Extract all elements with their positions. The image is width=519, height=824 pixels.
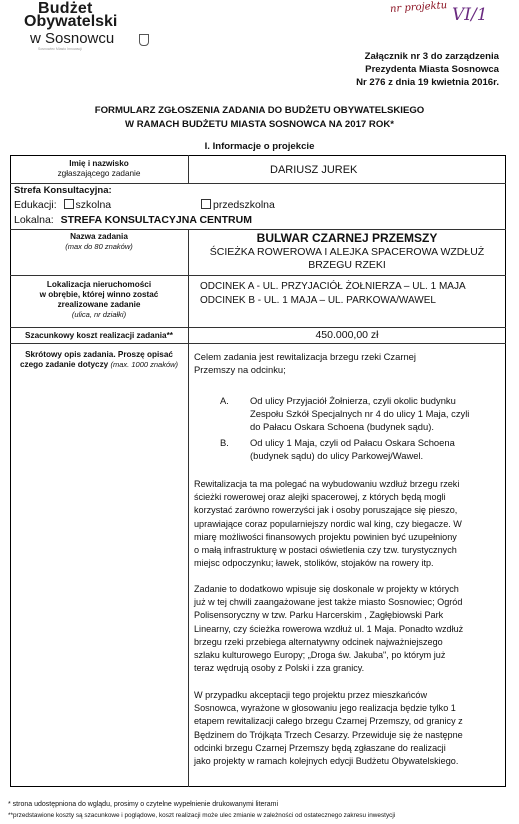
task-name-value [190,231,504,272]
checkbox-school[interactable] [64,199,74,209]
task-subtitle-1: ŚCIEŻKA ROWEROWA I ALEJKA SPACEROWA WZDŁUŻ [209,246,485,258]
form-title [0,104,519,132]
location-label: Lokalizacja nieruchomości w obrębie, której winno zostać zrealizowane zadanie (ulica, nr działki) [39,280,159,319]
description-paragraph-3: W przypadku akceptacji tego projektu przez mieszkańców Sosnowca, wyrażone w głosowaniu jego realizacja będzie tylko 1 etapem rewitalizacji całego brzegu Czarnej Przemszy, od granicy z Będzinem do Trójkąta Trzech Cesarzy. Przewiduje się że następne odcinki brzegu Czarnej Przemszy będą zgłaszane do realizacji jako projekty w ramach kolejnych edycji Budżetu Obywatelskiego. [194,690,463,767]
city-crest-icon [139,34,149,46]
form-title-line-2: W RAMACH BUDŻETU MIASTA SOSNOWCA NA 2017 ROK* [125,119,394,130]
list-marker-b: B. [220,437,229,448]
location-segment-a: ODCINEK A - UL. PRZYJACIÓŁ ŻOŁNIERZA – UL. 1 MAJA [200,281,466,292]
attachment-header [356,50,499,89]
locale-label: Lokalna: [14,214,54,226]
row-divider [10,229,506,230]
checkbox-preschool[interactable] [201,199,211,209]
column-divider [188,229,189,787]
name-label: Imię i nazwisko zgłaszającego zadanie [57,159,141,178]
option-preschool-label: przedszkolna [212,199,275,211]
task-subtitle-2: BRZEGU RZEKI [308,259,386,271]
handwritten-project-label: nr projektu [389,0,448,15]
cost-value: 450.000,00 zł [315,329,379,341]
task-title: BULWAR CZARNEJ PRZEMSZY [256,231,438,245]
name-value: DARIUSZ JUREK [270,164,358,176]
list-marker-a: A. [220,395,229,406]
form-title-line-1: FORMULARZ ZGŁOSZENIA ZADANIA DO BUDŻETU OBYWATELSKIEGO [94,105,425,116]
zone-label: Strefa Konsultacyjna: [14,185,112,196]
logo-line-3: w Sosnowcu [30,30,115,47]
education-label: Edukacji: [14,199,57,211]
description-intro: Celem zadania jest rewitalizacja brzegu rzeki Czarnej Przemszy na odcinku; [194,351,416,376]
attachment-line-2: Prezydenta Miasta Sosnowca [365,64,499,75]
description-paragraph-2: Zadanie to dodatkowo wpisuje się doskonale w projekty w których już w tej chwili zaangażowane jest także miasto Sosnowiec; Ogród Polisensoryczny w tzw. Parku Harcerskim , Zagłębiowski Park Linearny, czy ścieżka rowerowa wzdłuż ul. 1 Maja. Ponadto wzdłuż brzegu rzeki przebiega alternatywny odcinek najważniejszego szlaku kulturowego Europy; „Droga św. Jakuba", po którym już teraz wędrują osoby z Polski i zza granicy. [194,584,464,674]
footnote-1: * strona udostępniona do wglądu, prosimy o czytelne wypełnienie drukowanymi literami [8,801,279,808]
locale-value: STREFA KONSULTACYJNA CENTRUM [60,214,252,226]
attachment-line-3: Nr 276 z dnia 19 kwietnia 2016r. [356,77,499,88]
cost-label: Szacunkowy koszt realizacji zadania** [25,331,173,340]
option-school-label: szkolna [75,199,112,211]
attachment-line-1: Załącznik nr 3 do zarządzenia [364,51,499,62]
handwritten-project-number: VI/1 [452,5,488,25]
list-item-a: Od ulicy Przyjaciół Żołnierza, czyli okolic budynku Zespołu Szkół Specjalnych nr 4 do ulicy 1 Maja, czyli do Pałacu Oskara Schoena (budynek sądu). [250,395,470,433]
logo-tagline: Sosnowiec Miasto Innowacji [38,47,82,51]
column-divider [188,155,189,183]
footnote-2: **przedstawione koszty są szacunkowe i poglądowe, koszt realizacji może ulec zmianie w zależności od ostatecznego zakresu inwestycji [8,812,396,819]
row-divider [10,343,506,344]
logo-line-2: Obywatelski [24,13,118,30]
locale-row [14,214,252,227]
section-title: I. Informacje o projekcie [204,141,315,152]
row-divider [10,275,506,276]
logo-line-1: Budżet [38,0,93,17]
list-item-b: Od ulicy 1 Maja, czyli od Pałacu Oskara Schoena (budynek sądu) do ulicy Parkowej/Wawel. [250,437,455,462]
task-name-label: Nazwa zadania (max do 80 znaków) [65,232,133,251]
row-divider [10,327,506,328]
education-row [14,199,275,212]
location-segment-b: ODCINEK B - UL. 1 MAJA – UL. PARKOWA/WAWEL [200,295,436,306]
description-paragraph-1: Rewitalizacja ta ma polegać na wybudowaniu wzdłuż brzegu rzeki ścieżki rowerowej oraz alejki spacerowej, z których będą mogli korzystać zarówno rowerzyści jak i osoby poruszające się pieszo, uprawiające coraz popularniejszy nordic wal king, czy biegacze. W miarę możliwości finansowych projektu powinien być uzupełniony o małą infrastrukturę w postaci oświetlenia czy tzw. turystycznych miejsc odpoczynku; ławek, stolików, stojaków na rowery itp. [194,479,462,569]
description-label: Skrótowy opis zadania. Proszę opisać czego zadanie dotyczy (max. 1000 znaków) [19,350,179,369]
